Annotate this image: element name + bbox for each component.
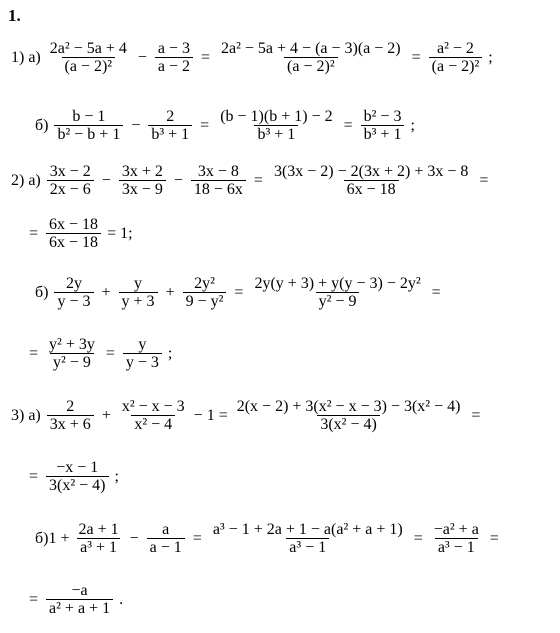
fraction-denominator: y + 3 [119, 292, 158, 310]
equation-text: 1) а) [11, 48, 41, 66]
operator: + [101, 406, 111, 424]
fraction-numerator: 3(3x − 2) − 2(3x + 2) + 3x − 8 [273, 163, 469, 180]
operator: − [129, 529, 139, 547]
equation-line [32, 521, 504, 556]
operator: = [192, 529, 202, 547]
fraction-denominator: y − 3 [123, 353, 162, 371]
equation-text: б) [35, 283, 49, 301]
fraction-numerator: a² − 2 [437, 40, 474, 57]
equation-text: ; [167, 344, 173, 362]
fraction-numerator: a − 3 [157, 40, 190, 57]
operator: = [29, 590, 39, 608]
equation-line [24, 582, 126, 617]
equation-text: − 1 = [193, 406, 228, 424]
fraction-denominator: 18 − 6x [191, 180, 246, 198]
operator: = [29, 344, 39, 362]
fraction [47, 163, 94, 198]
fraction [155, 40, 193, 75]
fraction [119, 398, 188, 433]
operator: − [137, 48, 147, 66]
fraction-denominator: y² − 9 [50, 353, 94, 371]
fraction-denominator: a³ + 1 [77, 538, 120, 556]
equation-line [32, 108, 418, 143]
fraction-denominator: 3x + 6 [47, 415, 94, 433]
fraction-numerator: y [134, 275, 143, 292]
fraction [431, 521, 482, 556]
fraction-numerator: −x − 1 [56, 459, 99, 476]
operator: = [411, 48, 421, 66]
fraction-denominator: 6x − 18 [344, 180, 399, 198]
operator: − [101, 171, 111, 189]
equation-text: 2) а) [11, 171, 41, 189]
fraction-denominator: a³ − 1 [286, 538, 329, 556]
fraction-denominator: (a − 2)² [284, 57, 338, 75]
fraction-numerator: a [162, 521, 170, 538]
operator: + [165, 283, 175, 301]
equation-line [8, 398, 485, 433]
operator: = [200, 48, 210, 66]
fraction [148, 108, 192, 143]
fraction [123, 336, 162, 371]
operator: = [489, 529, 499, 547]
equation-text: . [119, 590, 124, 608]
fraction [251, 275, 423, 310]
equation-text: = 1; [107, 224, 133, 242]
fraction-denominator: b³ + 1 [361, 125, 405, 143]
operator: = [471, 406, 481, 424]
fraction [361, 108, 405, 143]
fraction-numerator: 2y [65, 275, 82, 292]
operator: = [253, 171, 263, 189]
fraction [119, 275, 158, 310]
fraction [183, 275, 227, 310]
fraction-denominator: a³ − 1 [435, 538, 478, 556]
fraction-numerator: −a [71, 582, 88, 599]
fraction [210, 521, 406, 556]
operator: − [131, 116, 141, 134]
equation-line [24, 216, 136, 251]
equation-line [8, 40, 496, 75]
fraction [217, 108, 335, 143]
fraction [46, 582, 113, 617]
fraction-denominator: x² − 4 [131, 415, 175, 433]
fraction-denominator: a² + a + 1 [46, 599, 113, 617]
fraction [46, 336, 98, 371]
operator: − [173, 171, 183, 189]
fraction-denominator: b³ + 1 [254, 125, 298, 143]
fraction [46, 459, 108, 494]
fraction [218, 40, 404, 75]
fraction-numerator: 2a² − 5a + 4 [49, 40, 127, 57]
fraction [234, 398, 464, 433]
fraction [47, 398, 94, 433]
fraction [54, 275, 93, 310]
equation-text: б) [35, 116, 49, 134]
fraction [147, 521, 185, 556]
fraction-denominator: 2x − 6 [47, 180, 94, 198]
equation-text: ; [410, 116, 415, 134]
operator: = [29, 467, 39, 485]
fraction-numerator: −a² + a [433, 521, 479, 538]
fraction-numerator: 2y² [194, 275, 215, 292]
operator: = [200, 116, 210, 134]
fraction [191, 163, 246, 198]
fraction-numerator: (b − 1)(b + 1) − 2 [220, 108, 333, 125]
fraction-numerator: 2y(y + 3) + y(y − 3) − 2y² [254, 275, 421, 292]
fraction [271, 163, 471, 198]
fraction-denominator: b² − b + 1 [54, 125, 123, 143]
equation-line [32, 275, 446, 310]
operator: = [479, 171, 489, 189]
fraction-denominator: 3(x² − 4) [317, 415, 379, 433]
fraction-denominator: y² − 9 [316, 292, 360, 310]
fraction [429, 40, 483, 75]
fraction-numerator: 2a² − 5a + 4 − (a − 3)(a − 2) [221, 40, 401, 57]
equation-line [24, 459, 122, 494]
fraction-numerator: b − 1 [72, 108, 106, 125]
fraction-denominator: a − 1 [147, 538, 185, 556]
fraction [119, 163, 166, 198]
operator: = [413, 529, 423, 547]
fraction-denominator: (a − 2)² [62, 57, 116, 75]
equation-text: ; [114, 467, 119, 485]
fraction-numerator: 2a + 1 [78, 521, 119, 538]
fraction-denominator: a − 2 [155, 57, 193, 75]
equation-line [8, 163, 493, 198]
fraction-numerator: 2(x − 2) + 3(x² − x − 3) − 3(x² − 4) [236, 398, 461, 415]
fraction-denominator: y − 3 [54, 292, 93, 310]
fraction-numerator: a³ − 1 + 2a + 1 − a(a² + a + 1) [212, 521, 403, 538]
fraction-numerator: y [138, 336, 147, 353]
fraction [54, 108, 123, 143]
fraction [76, 521, 122, 556]
fraction-numerator: 6x − 18 [49, 216, 99, 233]
equation-line [24, 336, 175, 371]
operator: = [234, 283, 244, 301]
equation-text: 3) а) [11, 406, 41, 424]
fraction-numerator: 3x − 2 [49, 163, 91, 180]
fraction-numerator: 2 [66, 398, 75, 415]
fraction-denominator: b³ + 1 [148, 125, 192, 143]
fraction-denominator: 3x − 9 [119, 180, 166, 198]
operator: = [431, 283, 441, 301]
fraction-numerator: y² + 3y [49, 336, 95, 353]
fraction [47, 40, 130, 75]
fraction-numerator: b² − 3 [363, 108, 402, 125]
fraction [46, 216, 101, 251]
fraction-numerator: 3x − 8 [197, 163, 239, 180]
operator: + [101, 283, 111, 301]
fraction-denominator: 9 − y² [183, 292, 227, 310]
equation-text: б)1 + [35, 529, 70, 547]
operator: = [343, 116, 353, 134]
fraction-denominator: (a − 2)² [429, 57, 483, 75]
operator: = [29, 224, 39, 242]
operator: = [105, 344, 115, 362]
fraction-numerator: 3x + 2 [121, 163, 163, 180]
equation-text: ; [488, 48, 493, 66]
fraction-numerator: x² − x − 3 [121, 398, 185, 415]
fraction-denominator: 6x − 18 [46, 233, 101, 251]
fraction-denominator: 3(x² − 4) [46, 476, 108, 494]
exercise-heading: 1. [8, 6, 21, 25]
fraction-numerator: 2 [166, 108, 175, 125]
